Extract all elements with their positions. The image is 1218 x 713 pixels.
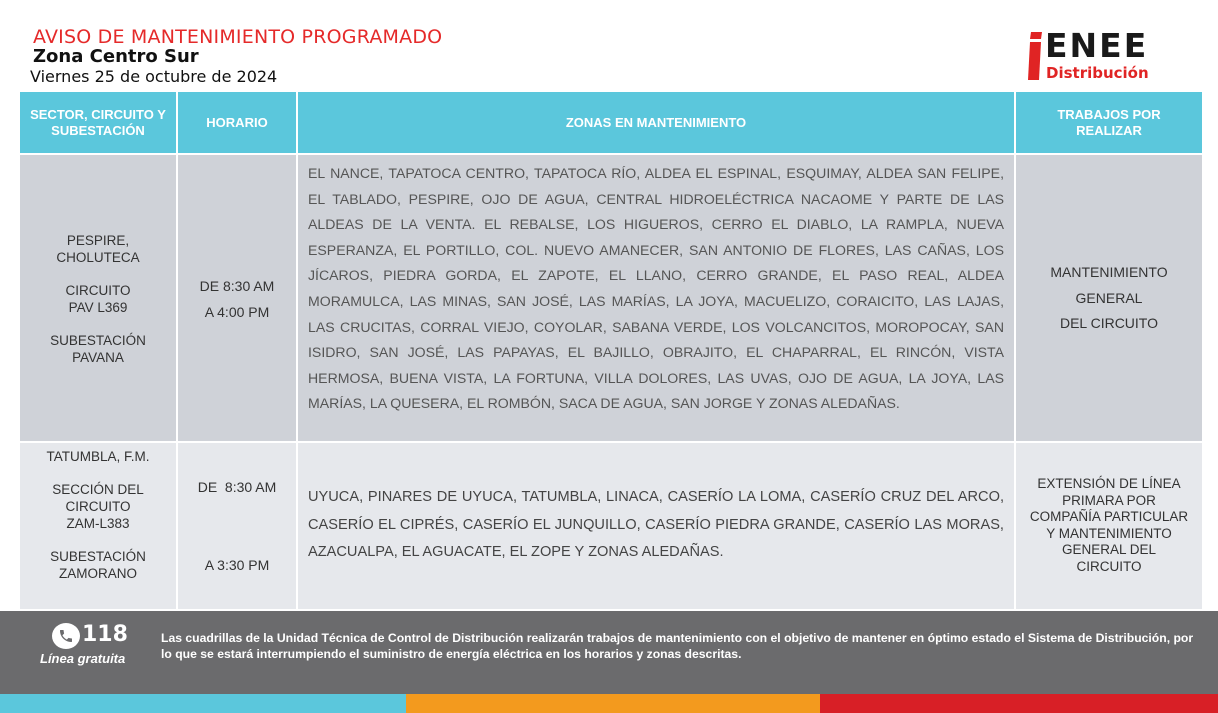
table-row-1-work [1016,155,1202,442]
notice-date: Viernes 25 de octubre de 2024 [30,67,278,86]
schedule-start: DE 8:30 AM [197,478,277,495]
work-line: GENERAL [1075,289,1143,306]
row-divider [20,441,1202,443]
column-header-sector: SECTOR, CIRCUITO Y SUBESTACIÓN [20,92,178,153]
phone-label: Línea gratuita [40,651,126,666]
circuit-label: SECCIÓN DEL CIRCUITO [52,482,144,514]
circuit-code: PAV L369 [68,299,128,315]
logo-subtitle: Distribución [1046,64,1149,82]
substation-name: ZAMORANO [58,566,137,581]
notice-title: AVISO DE MANTENIMIENTO PROGRAMADO [33,26,443,48]
enee-logo [1024,26,1192,85]
color-stripe-orange [406,694,820,713]
logo-wordmark: ENEE [1045,26,1149,65]
table-row-1-schedule [178,155,296,442]
schedule-end: A 3:30 PM [204,556,270,573]
sector-name: PESPIRE, CHOLUTECA [56,232,140,265]
circuit-code: ZAM-L383 [66,516,130,531]
column-header-schedule: HORARIO [178,92,298,153]
schedule-start: DE 8:30 AM [199,277,275,294]
table-row-1-zones: EL NANCE, TAPATOCA CENTRO, TAPATOCA RÍO, ALDEA EL ESPINAL, ESQUIMAY, ALDEA SAN FELIPE, EL TABLADO, PESPIRE, OJO DE AGUA, CENTRAL HIDROELÉCTRICA NACAOME Y PARTE DE LAS ALDEAS DE LA VENTA. EL REBALSE, LOS HIGUEROS, CERRO EL DIABLO, LA RAMPLA, NUEVA ESPERANZA, EL PORTILLO, COL. NUEVO AMANECER, SAN ANTONIO DE FLORES, LAS CAÑAS, LOS JÍCAROS, PIEDRA GORDA, EL ZAPOTE, EL LLANO, CERRO GRANDE, EL PASO REAL, ALDEA MORAMULCA, LAS MINAS, SAN JOSÉ, LAS MARÍAS, LA JOYA, MACUELIZO, CORAICITO, LAS LAJAS, LAS CRUCITAS, CORRAL VIEJO, COYOLAR, SABANA VERDE, LOS VOLCANCITOS, MOROPOCAY, SAN ISIDRO, SAN JOSÉ, LAS PAPAYAS, EL BAJILLO, OBRAJITO, EL CHAPARRAL, EL RINCÓN, VISTA HERMOSA, BUENA VISTA, LA FORTUNA, VILLA DOLORES, LAS UVAS, OJO DE AGUA, LA JOYA, LAS MARÍAS, LA QUESERA, EL ROMBÓN, SACA DE AGUA, SAN JORGE Y ZONAS ALEDAÑAS. [298,155,1014,442]
work-line: MANTENIMIENTO [1050,264,1168,281]
substation-label: SUBESTACIÓN [50,549,146,564]
circuit-label: CIRCUITO [65,282,131,298]
table-row-2-zones: UYUCA, PINARES DE UYUCA, TATUMBLA, LINACA, CASERÍO LA LOMA, CASERÍO CRUZ DEL ARCO, CASERÍO EL CIPRÉS, CASERÍO EL JUNQUILLO, CASERÍO PIEDRA GRANDE, CASERÍO LAS MORAS, AZACUALPA, EL AGUACATE, EL ZOPE Y ZONAS ALEDAÑAS. [298,442,1014,609]
zone-subtitle: Zona Centro Sur [33,46,199,67]
table-row-2-work: EXTENSIÓN DE LÍNEA PRIMARA POR COMPAÑÍA PARTICULAR Y MANTENIMIENTO GENERAL DEL CIRCUITO [1016,442,1202,609]
work-line: DEL CIRCUITO [1059,315,1158,332]
substation-name: PAVANA [72,349,124,365]
color-stripe-red [820,694,1218,713]
column-header-zones: ZONAS EN MANTENIMIENTO [298,92,1016,153]
phone-icon [52,623,80,649]
table-row-2-schedule [178,442,296,609]
sector-name: TATUMBLA, F.M. [46,449,150,464]
footer-notice: Las cuadrillas de la Unidad Técnica de Control de Distribución realizarán trabajos de mantenimiento con el objetivo de mantener en óptimo estado el Sistema de Distribución, por lo que se estará interrumpiendo el suministro de energía eléctrica en los horarios y zonas descritas. [161,631,1194,661]
table-row-1-sector [20,155,176,442]
column-divider [296,155,298,609]
phone-number: 118 [82,622,128,647]
enee-logo-mark-icon [1028,32,1042,80]
column-header-work: TRABAJOS POR REALIZAR [1016,92,1202,153]
column-divider [176,155,178,609]
phone-handset-icon [58,628,74,644]
substation-label: SUBESTACIÓN [50,332,146,348]
color-stripe-cyan [0,694,406,713]
column-divider [1014,155,1016,609]
schedule-end: A 4:00 PM [204,303,270,320]
table-row-2-sector [20,442,176,609]
